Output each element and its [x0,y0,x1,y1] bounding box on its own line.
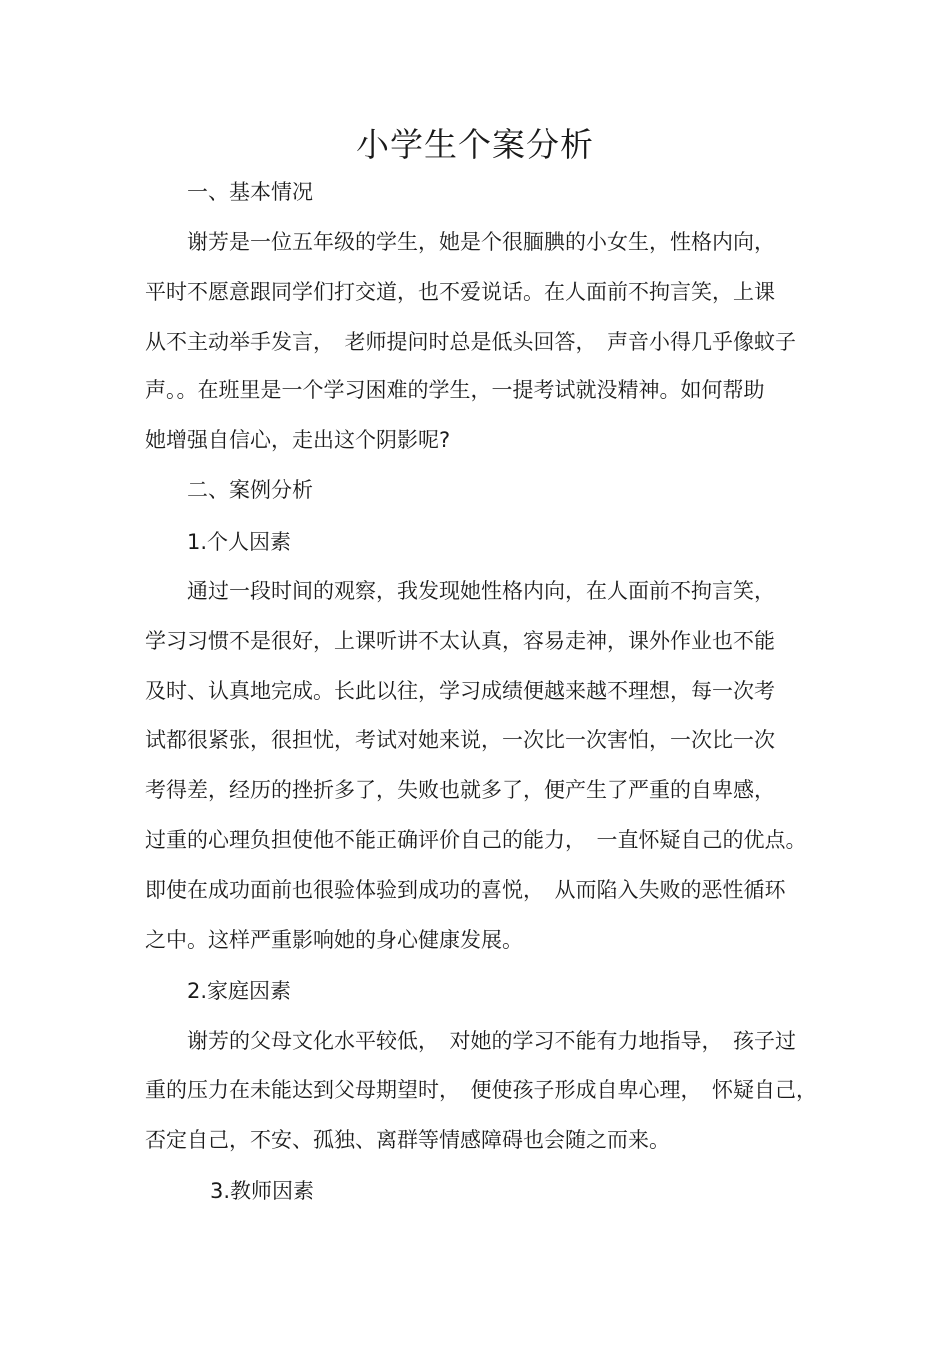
paragraph-line: 学习习惯不是很好，上课听讲不太认真，容易走神，课外作业也不能 [145,629,775,653]
paragraph-line: 考得差，经历的挫折多了，失败也就多了，便产生了严重的自卑感， [145,778,775,802]
paragraph-line: 她增强自信心，走出这个阴影呢? [145,428,451,452]
subsection-heading-teacher: 3.教师因素 [210,1179,315,1203]
paragraph-line: 平时不愿意跟同学们打交道，也不爱说话。在人面前不拘言笑，上课 [145,280,775,304]
document-title: 小学生个案分析 [356,125,594,164]
subsection-heading-personal: 1.个人因素 [187,530,292,554]
paragraph-line: 过重的心理负担使他不能正确评价自己的能力， 一直怀疑自己的优点。 [145,828,807,852]
paragraph-line: 声。。在班里是一个学习困难的学生，一提考试就没精神。如何帮助 [145,378,765,402]
paragraph-line: 谢芳的父母文化水平较低， 对她的学习不能有力地指导， 孩子过 [187,1029,796,1053]
subsection-heading-family: 2.家庭因素 [187,979,292,1003]
paragraph-line: 即使在成功面前也很验体验到成功的喜悦， 从而陷入失败的恶性循环 [145,878,786,902]
paragraph-line: 从不主动举手发言， 老师提问时总是低头回答， 声音小得几乎像蚊子 [145,330,796,354]
paragraph-line: 试都很紧张，很担忧，考试对她来说，一次比一次害怕，一次比一次 [145,728,775,752]
paragraph-line: 之中。这样严重影响她的身心健康发展。 [145,928,523,952]
paragraph-line: 通过一段时间的观察，我发现她性格内向，在人面前不拘言笑， [187,579,775,603]
paragraph-line: 谢芳是一位五年级的学生，她是个很腼腆的小女生，性格内向， [187,230,775,254]
paragraph-line: 重的压力在未能达到父母期望时， 便使孩子形成自卑心理， 怀疑自己， [145,1078,817,1102]
section-heading-case-analysis: 二、案例分析 [187,478,313,502]
section-heading-basic-info: 一、基本情况 [187,180,313,204]
paragraph-line: 否定自己，不安、孤独、离群等情感障碍也会随之而来。 [145,1128,670,1152]
paragraph-line: 及时、认真地完成。长此以往，学习成绩便越来越不理想，每一次考 [145,679,775,703]
